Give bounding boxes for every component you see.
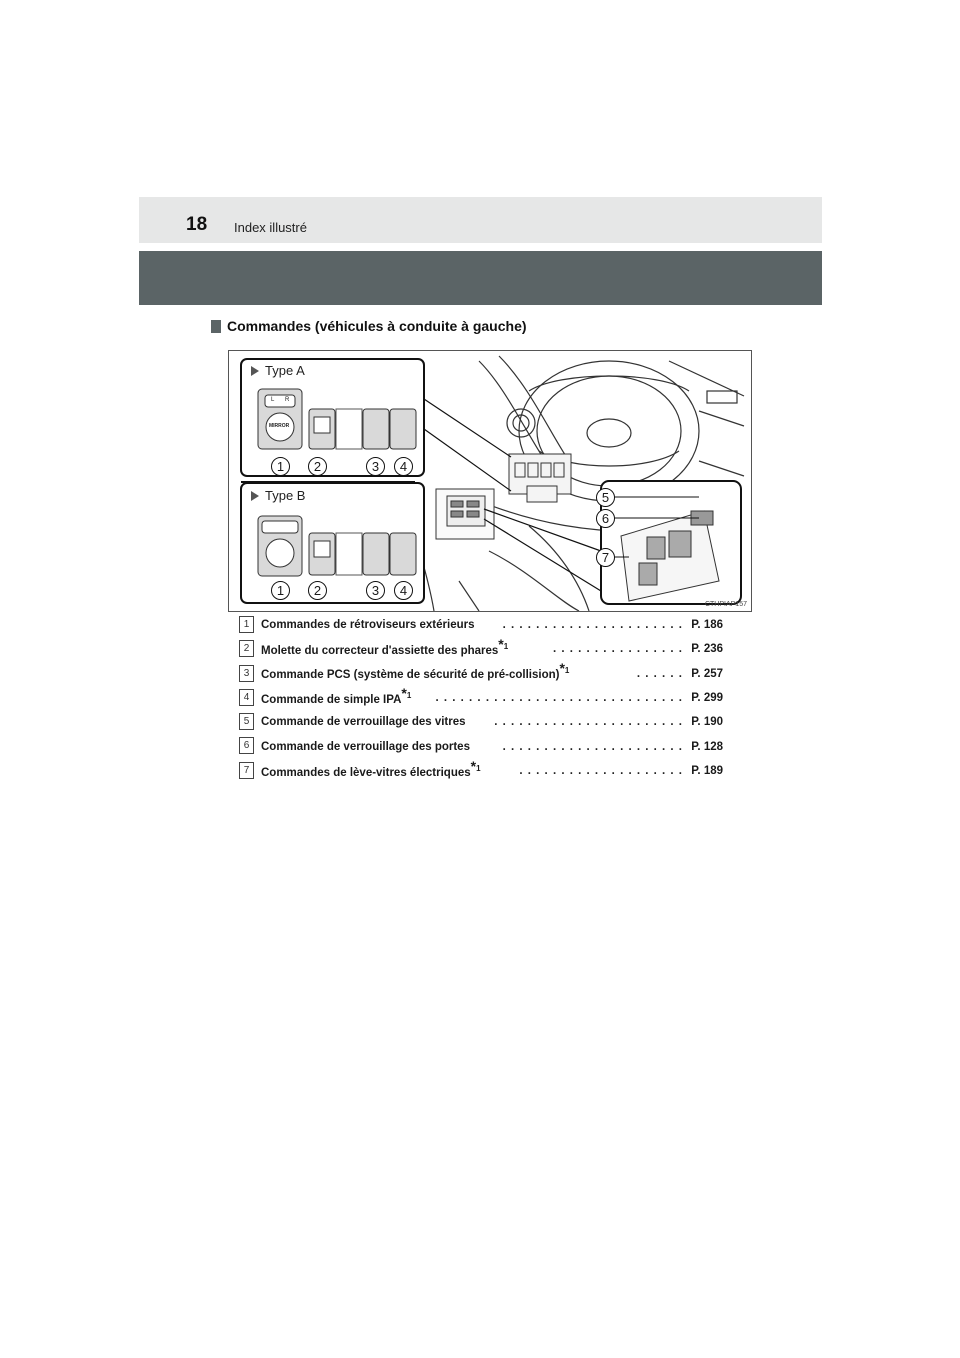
section-band [139,251,822,305]
item-dots: . . . . . . . . . . . . . . . . . . . . . . . [494,716,683,729]
callout-1-a: 1 [271,457,290,476]
footnote-star: * [559,660,565,677]
list-item [239,686,723,710]
item-page-link[interactable]: P. 190 [691,716,723,729]
list-item [239,662,723,686]
type-a-label: Type A [265,363,305,378]
item-number: 2 [239,640,254,657]
item-dots: . . . . . . . . . . . . . . . . . . . . . . [502,740,683,753]
item-label: Commande de simple IPA*$^1$ [261,684,412,706]
item-number: 4 [239,689,254,706]
list-item [239,710,723,734]
item-dots: . . . . . . . . . . . . . . . . . . . . [519,764,683,777]
item-number: 7 [239,762,254,779]
door-switch-left [436,489,494,539]
figure-code: CTHPIAP157 [704,601,747,608]
callout-5: 5 [596,488,615,507]
item-label: Commandes de rétroviseurs extérieurs [261,619,475,632]
item-page-link[interactable]: P. 236 [691,643,723,656]
mirror-label: MIRROR [269,423,290,429]
item-page-link[interactable]: P. 186 [691,619,723,632]
footnote-number: 1 [564,666,570,676]
callout-6: 6 [596,509,615,528]
item-dots: . . . . . . . . . . . . . . . . . . . . . . [502,619,683,632]
controls-list [239,613,723,783]
type-b-label: Type B [265,488,306,503]
item-page-link[interactable]: P. 257 [691,667,723,680]
callout-4-b: 4 [394,581,413,600]
item-page-link[interactable]: P. 128 [691,740,723,753]
list-item [239,637,723,661]
callout-4-a: 4 [394,457,413,476]
item-page-link[interactable]: P. 299 [691,692,723,705]
item-dots: . . . . . . . . . . . . . . . . . . . . . . . . . . . . . . [435,692,683,705]
header-title: Index illustré [234,220,307,235]
item-label: Commande PCS (système de sécurité de pré-collision)*$^1$ [261,660,570,682]
list-item [239,734,723,758]
list-item [239,613,723,637]
callout-2-a: 2 [308,457,327,476]
section-title: Commandes (véhicules à conduite à gauche) [227,318,527,334]
callout-2-b: 2 [308,581,327,600]
item-label: Commandes de lève-vitres électriques*$^1$ [261,757,481,779]
lr-left-label: L [271,397,275,403]
page-number: 18 [186,214,208,235]
footnote-star: * [470,757,477,774]
item-label: Commande de verrouillage des portes [261,740,470,753]
square-bullet-icon [211,320,221,333]
item-label: Commande de verrouillage des vitres [261,716,466,729]
item-number: 1 [239,616,254,633]
section-heading [211,318,527,334]
footnote-number: 1 [503,642,509,652]
footnote-star: * [498,636,504,653]
footnote-number: 1 [406,690,412,700]
item-page-link[interactable]: P. 189 [691,764,723,777]
item-label: Molette du correcteur d'assiette des phares*$^1$ [261,636,509,657]
callout-1-b: 1 [271,581,290,600]
callout-7: 7 [596,548,615,567]
callout-3-b: 3 [366,581,385,600]
controls-illustration [228,350,752,612]
lr-right-label: R [285,397,290,403]
list-item [239,759,723,783]
item-number: 5 [239,713,254,730]
footnote-star: * [401,684,407,701]
item-dots: . . . . . . [636,667,683,680]
footnote-number: 1 [476,763,481,773]
callout-3-a: 3 [366,457,385,476]
illustration-svg [229,351,751,611]
item-dots: . . . . . . . . . . . . . . . . [552,643,683,656]
dash-switch-cluster [509,454,571,502]
item-number: 6 [239,737,254,754]
item-number: 3 [239,665,254,682]
